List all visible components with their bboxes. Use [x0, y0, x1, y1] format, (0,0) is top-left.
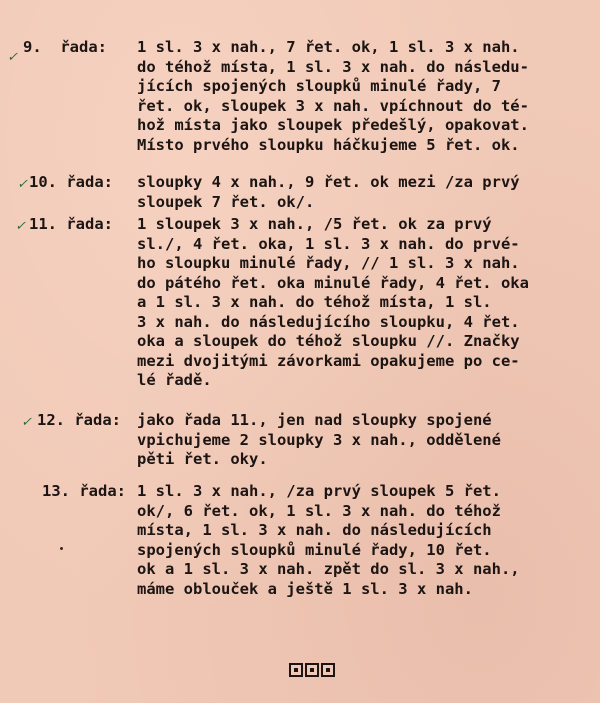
check-mark-icon: ✓ [15, 177, 31, 192]
text-line: sloupek 7 řet. ok/. [137, 192, 315, 211]
text-line: pěti řet. oky. [137, 450, 268, 468]
check-mark-icon: ✓ [5, 50, 21, 65]
text-line: 1 sloupek 3 x nah., /5 řet. ok za prvý [137, 215, 492, 233]
text-line: místa, 1 sl. 3 x nah. do následujících [137, 521, 492, 539]
ornament-square-icon [321, 663, 335, 677]
row-text [137, 411, 592, 470]
text-line: sl./, 4 řet. oka, 1 sl. 3 x nah. do prvé- [137, 234, 520, 253]
row-text [137, 482, 592, 599]
text-line: jících spojených sloupků minulé řady, 7 [137, 77, 501, 95]
row-text [137, 38, 592, 155]
row-label: 12. řada: [37, 411, 121, 429]
check-mark-icon: ✓ [19, 415, 35, 430]
text-line: sloupky 4 x nah., 9 řet. ok mezi /za prvý [137, 173, 520, 191]
text-line: do pátého řet. oka minulé řady, 4 řet. oka [137, 273, 529, 292]
text-line: oka a sloupek do téhož sloupku //. Značky [137, 332, 520, 350]
text-line: do téhož místa, 1 sl. 3 x nah. do následu- [137, 57, 529, 76]
ornament-square-icon [305, 663, 319, 677]
text-line: jako řada 11., jen nad sloupky spojené [137, 411, 492, 429]
text-line: ok/, 6 řet. ok, 1 sl. 3 x nah. do téhož [137, 501, 501, 520]
text-line: máme oblouček a ještě 1 sl. 3 x nah. [137, 579, 473, 598]
text-line: a 1 sl. 3 x nah. do téhož místa, 1 sl. [137, 293, 492, 311]
row-label: 11. řada: [29, 215, 113, 233]
text-line: 1 sl. 3 x nah., /za prvý sloupek 5 řet. [137, 482, 501, 500]
text-line: mezi dvojitými závorkami opakujeme po ce- [137, 351, 520, 370]
text-line: Místo prvého sloupku háčkujeme 5 řet. ok. [137, 135, 520, 154]
text-line: řet. ok, sloupek 3 x nah. vpíchnout do té- [137, 96, 529, 115]
text-line: ok a 1 sl. 3 x nah. zpět do sl. 3 x nah., [137, 560, 520, 578]
ornament-square-icon [289, 663, 303, 677]
text-line: spojených sloupků minulé řady, 10 řet. [137, 540, 492, 559]
row-label: 10. řada: [29, 173, 113, 191]
ink-speck [60, 547, 63, 550]
text-line: ho sloupku minulé řady, // 1 sl. 3 x nah. [137, 254, 520, 272]
check-mark-icon: ✓ [13, 219, 29, 234]
text-line: lé řadě. [137, 371, 212, 389]
row-text [137, 215, 592, 391]
row-text [137, 173, 592, 212]
three-squares-ornament-icon [289, 663, 335, 677]
text-line: vpichujeme 2 sloupky 3 x nah., oddělené [137, 430, 501, 449]
text-line: 1 sl. 3 x nah., 7 řet. ok, 1 sl. 3 x nah. [137, 38, 520, 56]
row-label: 13. řada: [42, 482, 126, 500]
row-label: 9. řada: [23, 38, 107, 56]
text-line: hož místa jako sloupek předešlý, opakovat. [137, 116, 529, 134]
text-line: 3 x nah. do následujícího sloupku, 4 řet. [137, 312, 520, 331]
